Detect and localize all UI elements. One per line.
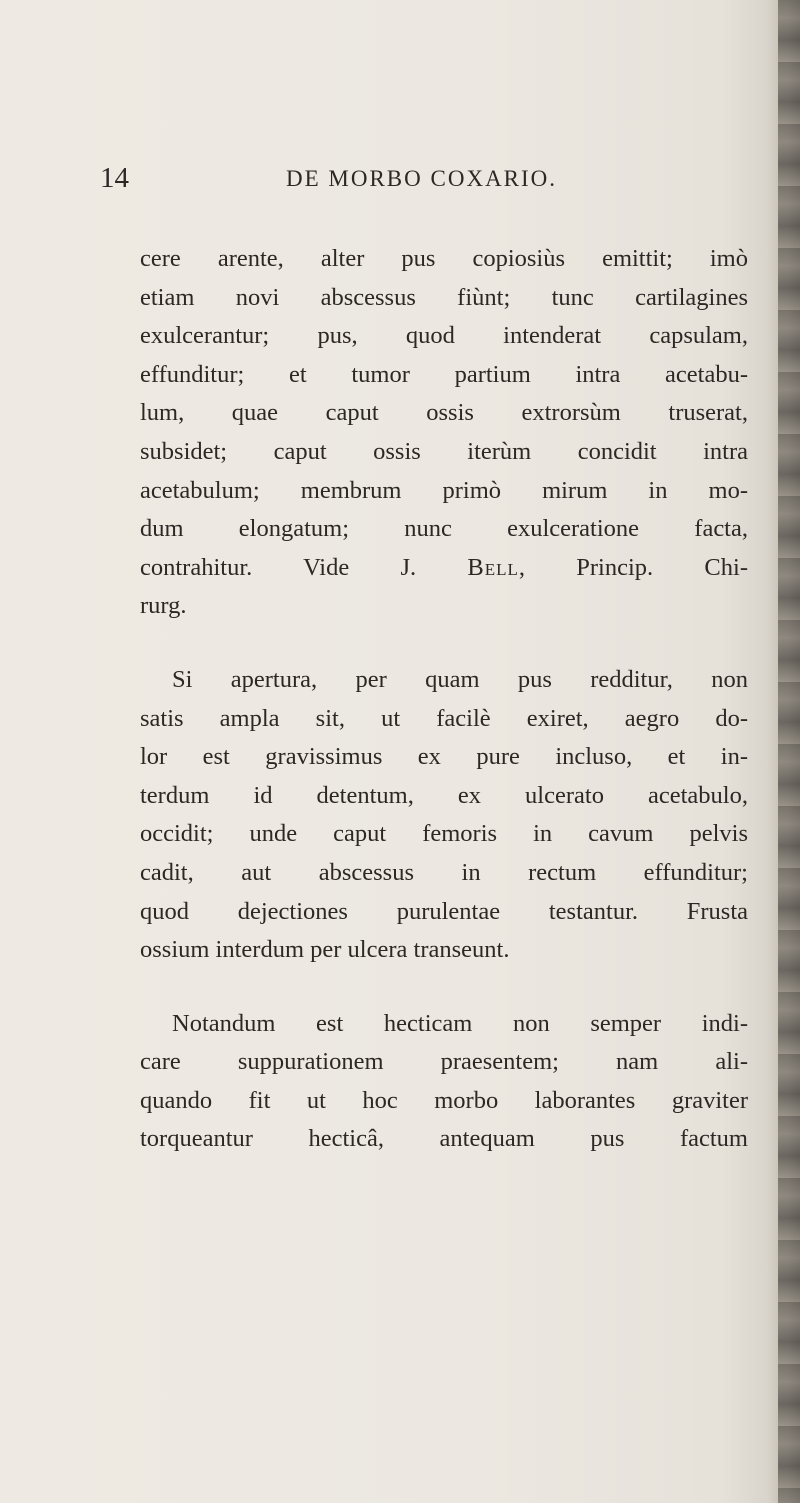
text-line: etiam novi abscessus fiùnt; tunc cartilagines bbox=[140, 283, 748, 311]
text-line: Notandum est hecticam non semper indi- bbox=[172, 1009, 748, 1037]
text-line: acetabulum; membrum primò mirum in mo- bbox=[140, 476, 748, 504]
page-number: 14 bbox=[100, 162, 129, 194]
text-line: occidit; unde caput femoris in cavum pelvis bbox=[140, 820, 748, 848]
text-line: terdum id detentum, ex ulcerato acetabulo, bbox=[140, 781, 748, 809]
paragraph-1 bbox=[140, 240, 748, 626]
text-line: lum, quae caput ossis extrorsùm truserat, bbox=[140, 399, 748, 427]
cited-author-name: Bell bbox=[467, 553, 519, 581]
text-line: effunditur; et tumor partium intra acetabu- bbox=[140, 360, 748, 388]
text-line: quod dejectiones purulentae testantur. Frusta bbox=[140, 897, 748, 925]
body-text bbox=[140, 240, 748, 1159]
text-line: lor est gravissimus ex pure incluso, et in- bbox=[140, 743, 748, 771]
running-title: DE MORBO COXARIO. bbox=[286, 166, 558, 191]
text-line: ossium interdum per ulcera transeunt. bbox=[140, 936, 510, 964]
paragraph-2 bbox=[140, 661, 748, 970]
text-line: quando fit ut hoc morbo laborantes graviter bbox=[140, 1086, 748, 1114]
citation-text: contrahitur. Vide J. bbox=[140, 553, 468, 581]
text-line-with-citation bbox=[140, 549, 748, 588]
page-binding-edge bbox=[778, 0, 800, 1503]
citation-text-end: , Princip. Chi- bbox=[518, 553, 748, 581]
text-line: dum elongatum; nunc exulceratione facta, bbox=[140, 515, 748, 543]
text-line: care suppurationem praesentem; nam ali- bbox=[140, 1048, 748, 1076]
text-line: exulcerantur; pus, quod intenderat capsulam, bbox=[140, 322, 748, 350]
text-line: cadit, aut abscessus in rectum effunditur; bbox=[140, 858, 748, 886]
text-line: Si apertura, per quam pus redditur, non bbox=[172, 665, 748, 693]
text-line: rurg. bbox=[140, 592, 187, 620]
text-line: satis ampla sit, ut facilè exiret, aegro do- bbox=[140, 704, 748, 732]
page-header bbox=[100, 162, 720, 202]
text-line: subsidet; caput ossis iterùm concidit intra bbox=[140, 437, 748, 465]
text-line: torqueantur hecticâ, antequam pus factum bbox=[140, 1125, 748, 1153]
text-line: cere arente, alter pus copiosiùs emittit; imò bbox=[140, 245, 748, 272]
paragraph-3 bbox=[140, 1005, 748, 1159]
